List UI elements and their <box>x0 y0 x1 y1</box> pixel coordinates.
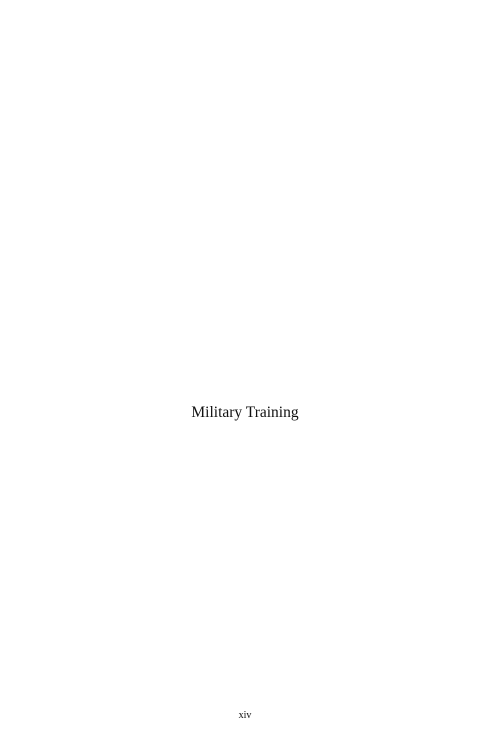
part-subheading: Military Training <box>191 404 299 421</box>
page-folio: xiv <box>238 710 252 721</box>
